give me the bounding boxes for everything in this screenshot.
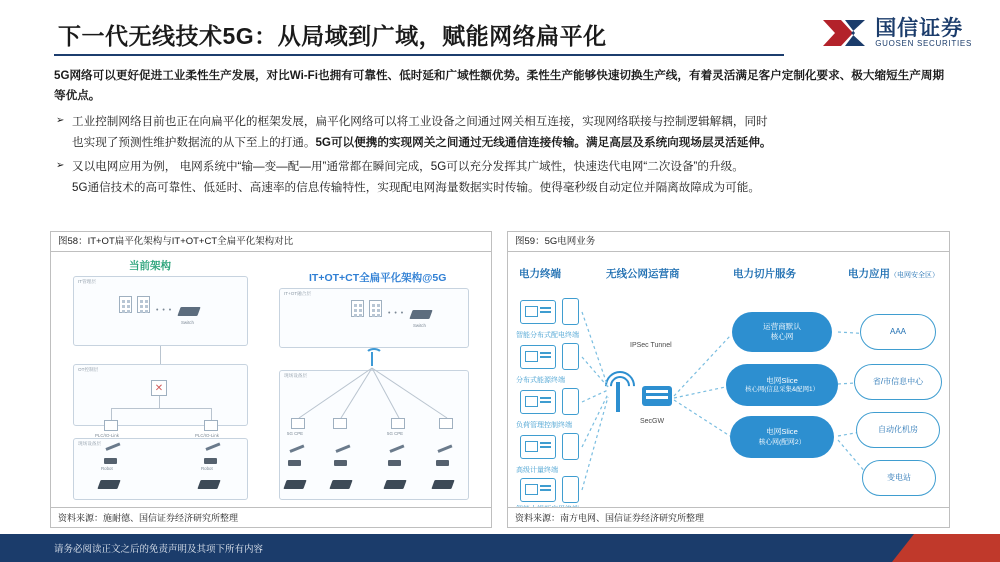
column-heading-apps (848, 266, 939, 281)
column-heading-apps-title: 电力应用 (848, 268, 890, 280)
figure-source-left: 资料来源：施耐德、国信证券经济研究所整理 (51, 507, 491, 527)
bullet-line-1: 工业控制网络目前也正在向扁平化的框架发展，扁平化网络可以将工业设备之间通过网关相互连接，实现网络联接与控制逻辑解耦，同时 (72, 115, 768, 128)
field-device-icon (97, 480, 120, 489)
slice-line-1: 电网Slice (766, 427, 798, 437)
node-label: 5G CPE (387, 431, 404, 436)
bullet-line-2-plain: 也实现了预测性维护数据流的从下至上的打通。 (72, 135, 316, 149)
core-network-server-icon (642, 386, 672, 406)
zone-label: IT+OT融合层 (284, 291, 311, 296)
figure-caption-left: 图58：IT+OT扁平化架构与IT+OT+CT全扁平化架构对比 (51, 232, 491, 252)
logo-name-cn: 国信证券 (875, 16, 964, 40)
terminal-phone-icon (562, 298, 579, 325)
building-icon (369, 300, 382, 317)
terminal-links (582, 302, 612, 502)
figure-panel-right (507, 231, 950, 528)
terminal-phone-icon (562, 433, 579, 460)
figure-body-right (508, 252, 949, 509)
application-cloud-automation-room (856, 412, 940, 448)
list-item (54, 112, 959, 153)
slice-line-1: 电网Slice (766, 375, 798, 385)
terminal-device-icon (520, 435, 556, 459)
connector-line (160, 346, 161, 364)
bullet-list (54, 112, 959, 203)
bullet-line-2-plain: 5G通信技术的高可靠性、低延时、高速率的信息传输特性，实现配电网海量数据实时传输。使得毫秒级自动定位并隔离故障成为可能。 (72, 180, 760, 194)
building-icon (137, 296, 150, 313)
bullet-marker-icon: ➢ (56, 115, 65, 126)
tunnel-label: IPSec Tunnel (630, 342, 672, 349)
slide-footer (0, 534, 1000, 562)
terminal-label: 高级计量终端 (516, 467, 558, 474)
switch-icon (177, 307, 200, 316)
ellipsis-icon: • • • (156, 307, 173, 314)
field-device-icon (383, 480, 406, 489)
gateway-icon (439, 418, 453, 429)
slice-cloud-default (732, 312, 832, 352)
robot-arm-icon (435, 450, 457, 466)
application-label: AAA (889, 326, 906, 336)
gateway-icon (291, 418, 305, 429)
lead-paragraph: 5G网络可以更好促进工业柔性生产发展，对比Wi-Fi也拥有可靠性、低时延和广域性额优势。柔性生产能够快速切换生产线，有着灵活满足客户定制化要求、极大缩短生产周期等优点。 (54, 69, 945, 103)
node-label: Switch (413, 323, 426, 328)
column-heading-operator: 无线公网运营商 (606, 268, 680, 280)
slice-links (674, 322, 734, 462)
column-heading-apps-suffix: （电网安全区） (890, 272, 939, 279)
plc-icon (104, 420, 118, 431)
left-diagram-heading-flat: IT+OT+CT全扁平化架构@5G (309, 272, 447, 284)
slice-cloud-grid-1 (726, 364, 838, 406)
connector-line (111, 408, 211, 409)
logo-text (875, 18, 972, 48)
list-item (54, 157, 959, 198)
secgw-label: SecGW (640, 418, 665, 425)
column-heading-slices: 电力切片服务 (733, 268, 796, 280)
slice-line-2: 核心网 (770, 332, 794, 341)
bullet-text (72, 157, 959, 198)
node-label: Robot (201, 466, 213, 471)
right-zone-it-ot-converged (279, 288, 469, 348)
connector-line (159, 396, 160, 408)
zone-label: OT控制层 (78, 367, 99, 372)
field-device-icon (283, 480, 306, 489)
title-underline (54, 54, 784, 56)
terminal-label: 分布式能源终端 (516, 377, 565, 384)
node-label: 5G CPE (287, 431, 304, 436)
terminal-device-icon (520, 345, 556, 369)
terminal-label: 负荷管理控制终端 (516, 422, 572, 429)
brand-logo (821, 16, 972, 50)
node-label: Switch (181, 320, 194, 325)
field-device-icon (329, 480, 352, 489)
terminal-device-icon (520, 300, 556, 324)
building-icon (119, 296, 132, 313)
left-diagram-heading-current: 当前架构 (129, 260, 171, 272)
node-label: PLC/IO-Link (95, 433, 119, 438)
zone-label: 现场设备层 (78, 441, 101, 446)
node-label: Robot (101, 466, 113, 471)
figure-source-right: 资料来源：南方电网、国信证券经济研究所整理 (508, 507, 949, 527)
application-label: 省/市信息中心 (872, 376, 924, 386)
slice-line-2: 核心网(信息采集&配网1） (745, 385, 819, 393)
slice-cloud-grid-2 (730, 416, 834, 458)
terminal-phone-icon (562, 388, 579, 415)
wireless-links (279, 362, 471, 422)
application-label: 自动化机房 (878, 424, 918, 434)
column-heading-terminals: 电力终端 (519, 268, 561, 280)
logo-name-en: GUOSEN SECURITIES (875, 38, 972, 48)
gateway-icon (333, 418, 347, 429)
terminal-device-icon (520, 478, 556, 502)
figure-caption-right: 图59：5G电网业务 (508, 232, 949, 252)
terminal-device-icon (520, 390, 556, 414)
slice-line-1: 运营商默认 (763, 321, 801, 331)
figure-body-left (51, 252, 491, 509)
zone-label: IT管理层 (78, 279, 96, 284)
zone-label: 现场设备层 (284, 373, 307, 378)
bullet-text (72, 112, 959, 153)
field-device-icon (431, 480, 454, 489)
robot-arm-icon (203, 448, 225, 464)
plc-icon (204, 420, 218, 431)
robot-arm-icon (387, 450, 409, 466)
terminal-phone-icon (562, 476, 579, 503)
logo-mark-icon (821, 16, 867, 50)
bullet-marker-icon: ➢ (56, 160, 65, 172)
application-label: 变电站 (887, 472, 911, 482)
robot-arm-icon (103, 448, 125, 464)
figure-panel-left (50, 231, 492, 528)
application-cloud-aaa (860, 314, 936, 350)
blocked-node-icon: ✕ (151, 380, 167, 396)
footer-accent-shape (892, 534, 1000, 562)
bullet-line-2-bold: 5G可以便携的实现网关之间通过无线通信连接传输。满足高层及系统向现场层灵活延伸。 (315, 135, 772, 149)
application-cloud-info-center (854, 364, 942, 400)
bullet-line-1: 又以电网应用为例， 电网系统中“输—变—配—用”通常都在瞬间完成，5G可以充分发挥其广域性，快速迭代电网“二次设备”的升级。 (72, 160, 744, 174)
robot-arm-icon (287, 450, 309, 466)
slice-line-2: 核心网(配网2） (758, 438, 806, 446)
building-icon (351, 300, 364, 317)
field-device-icon (197, 480, 220, 489)
switch-icon (409, 310, 432, 319)
terminal-label: 智能分布式配电终端 (516, 332, 579, 339)
ellipsis-icon: • • • (388, 310, 405, 317)
slide-header (0, 0, 1000, 62)
application-cloud-substation (862, 460, 936, 496)
robot-arm-icon (333, 450, 355, 466)
node-label: PLC/IO-Link (195, 433, 219, 438)
terminal-phone-icon (562, 343, 579, 370)
page-title: 下一代无线技术5G：从局域到广域，赋能网络扁平化 (58, 23, 607, 49)
footer-disclaimer: 请务必阅读正文之后的免责声明及其项下所有内容 (54, 544, 264, 555)
gateway-icon (391, 418, 405, 429)
